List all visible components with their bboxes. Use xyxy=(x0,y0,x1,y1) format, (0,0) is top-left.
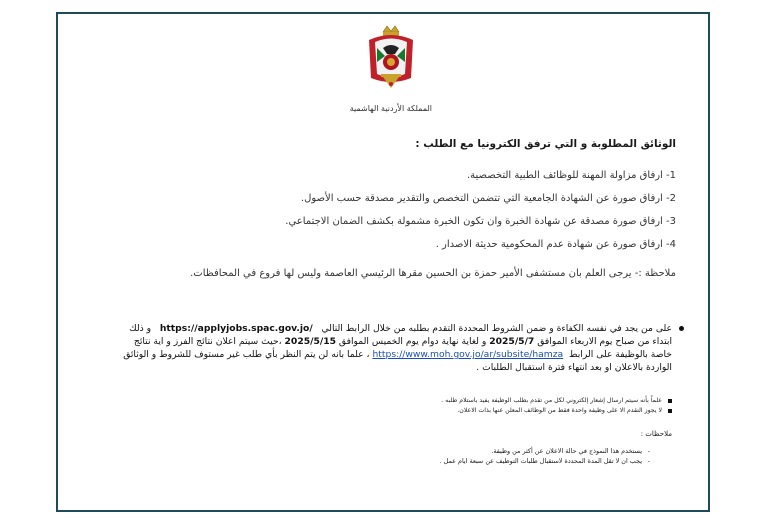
end-date: 2025/5/15 xyxy=(284,336,336,347)
notes-list xyxy=(112,446,672,466)
notes-item: - يجب ان لا تقل المدة المحددة لاستقبال طلبات التوظيف عن سبعة ايام عمل . xyxy=(112,456,672,466)
documents-heading: الوثائق المطلوبة و التي ترفق الكترونيا مع الطلب : xyxy=(415,138,676,150)
document-item: 1- ارفاق مزاولة المهنة للوظائف الطبية التخصصية. xyxy=(466,170,676,181)
notes-title: ملاحظات : xyxy=(640,430,672,438)
notes-item: - يستخدم هذا النموذج في حالة الاعلان عن أكثر من وظيفة. xyxy=(112,446,672,456)
small-note-item: لا يجوز التقدم الا على وظيفة واحدة فقط من الوظائف المعلن عنها بذات الاعلان. xyxy=(112,406,672,416)
jordan-coat-of-arms-icon xyxy=(359,22,423,92)
bullet-icon xyxy=(679,326,684,331)
hospital-note: ملاحظة :- يرجى العلم بان مستشفى الأمير حمزة بن الحسين مقرها الرئيسي العاصمة وليس لها فروع في المحافظات. xyxy=(190,268,676,279)
results-link[interactable]: https://www.moh.gov.jo/ar/subsite/hamza xyxy=(372,349,564,360)
small-notes-list xyxy=(112,396,672,416)
application-announcement: على من يجد في نفسه الكفاءة و ضمن الشروط المحددة التقدم بطلبه من خلال الرابط التالي https://applyjobs.spac.gov.jo/ و ذلك ابتداء من صباح يوم الاربعاء الموافق 2025/5/7 و لغاية نهاية دوام يوم الخميس الموافق 2025/5/15 ،حيث سيتم اعلان نتائج الفرز و اية نتائج خاصة بالوظيفة على الرابط https://www.moh.gov.jo/ar/subsite/hamza ، علما بانه لن يتم النظر بأي طلب غير مستوف للشروط و الوثائق الواردة بالاعلان او بعد انتهاء فترة استقبال الطلبات . xyxy=(112,322,672,374)
emblem-caption: المملكة الأردنية الهاشمية xyxy=(349,104,432,113)
apply-link[interactable]: https://applyjobs.spac.gov.jo/ xyxy=(159,323,313,334)
document-item: 4- ارفاق صورة عن شهادة عدم المحكومية حديثة الاصدار . xyxy=(435,239,676,250)
start-date: 2025/5/7 xyxy=(489,336,535,347)
document-item: 3- ارفاق صورة مصدقة عن شهادة الخبرة وان تكون الخبرة مشمولة بكشف الضمان الاجتماعي. xyxy=(285,216,676,227)
document-item: 2- ارفاق صورة عن الشهادة الجامعية التي تتضمن التخصص والتقدير مصدقة حسب الأصول. xyxy=(300,193,676,204)
small-note-item: علماً بأنه سيتم ارسال إشعار إلكتروني لكل من تقدم بطلب الوظيفة يفيد باستلام طلبه . xyxy=(112,396,672,406)
documents-list xyxy=(156,164,676,256)
